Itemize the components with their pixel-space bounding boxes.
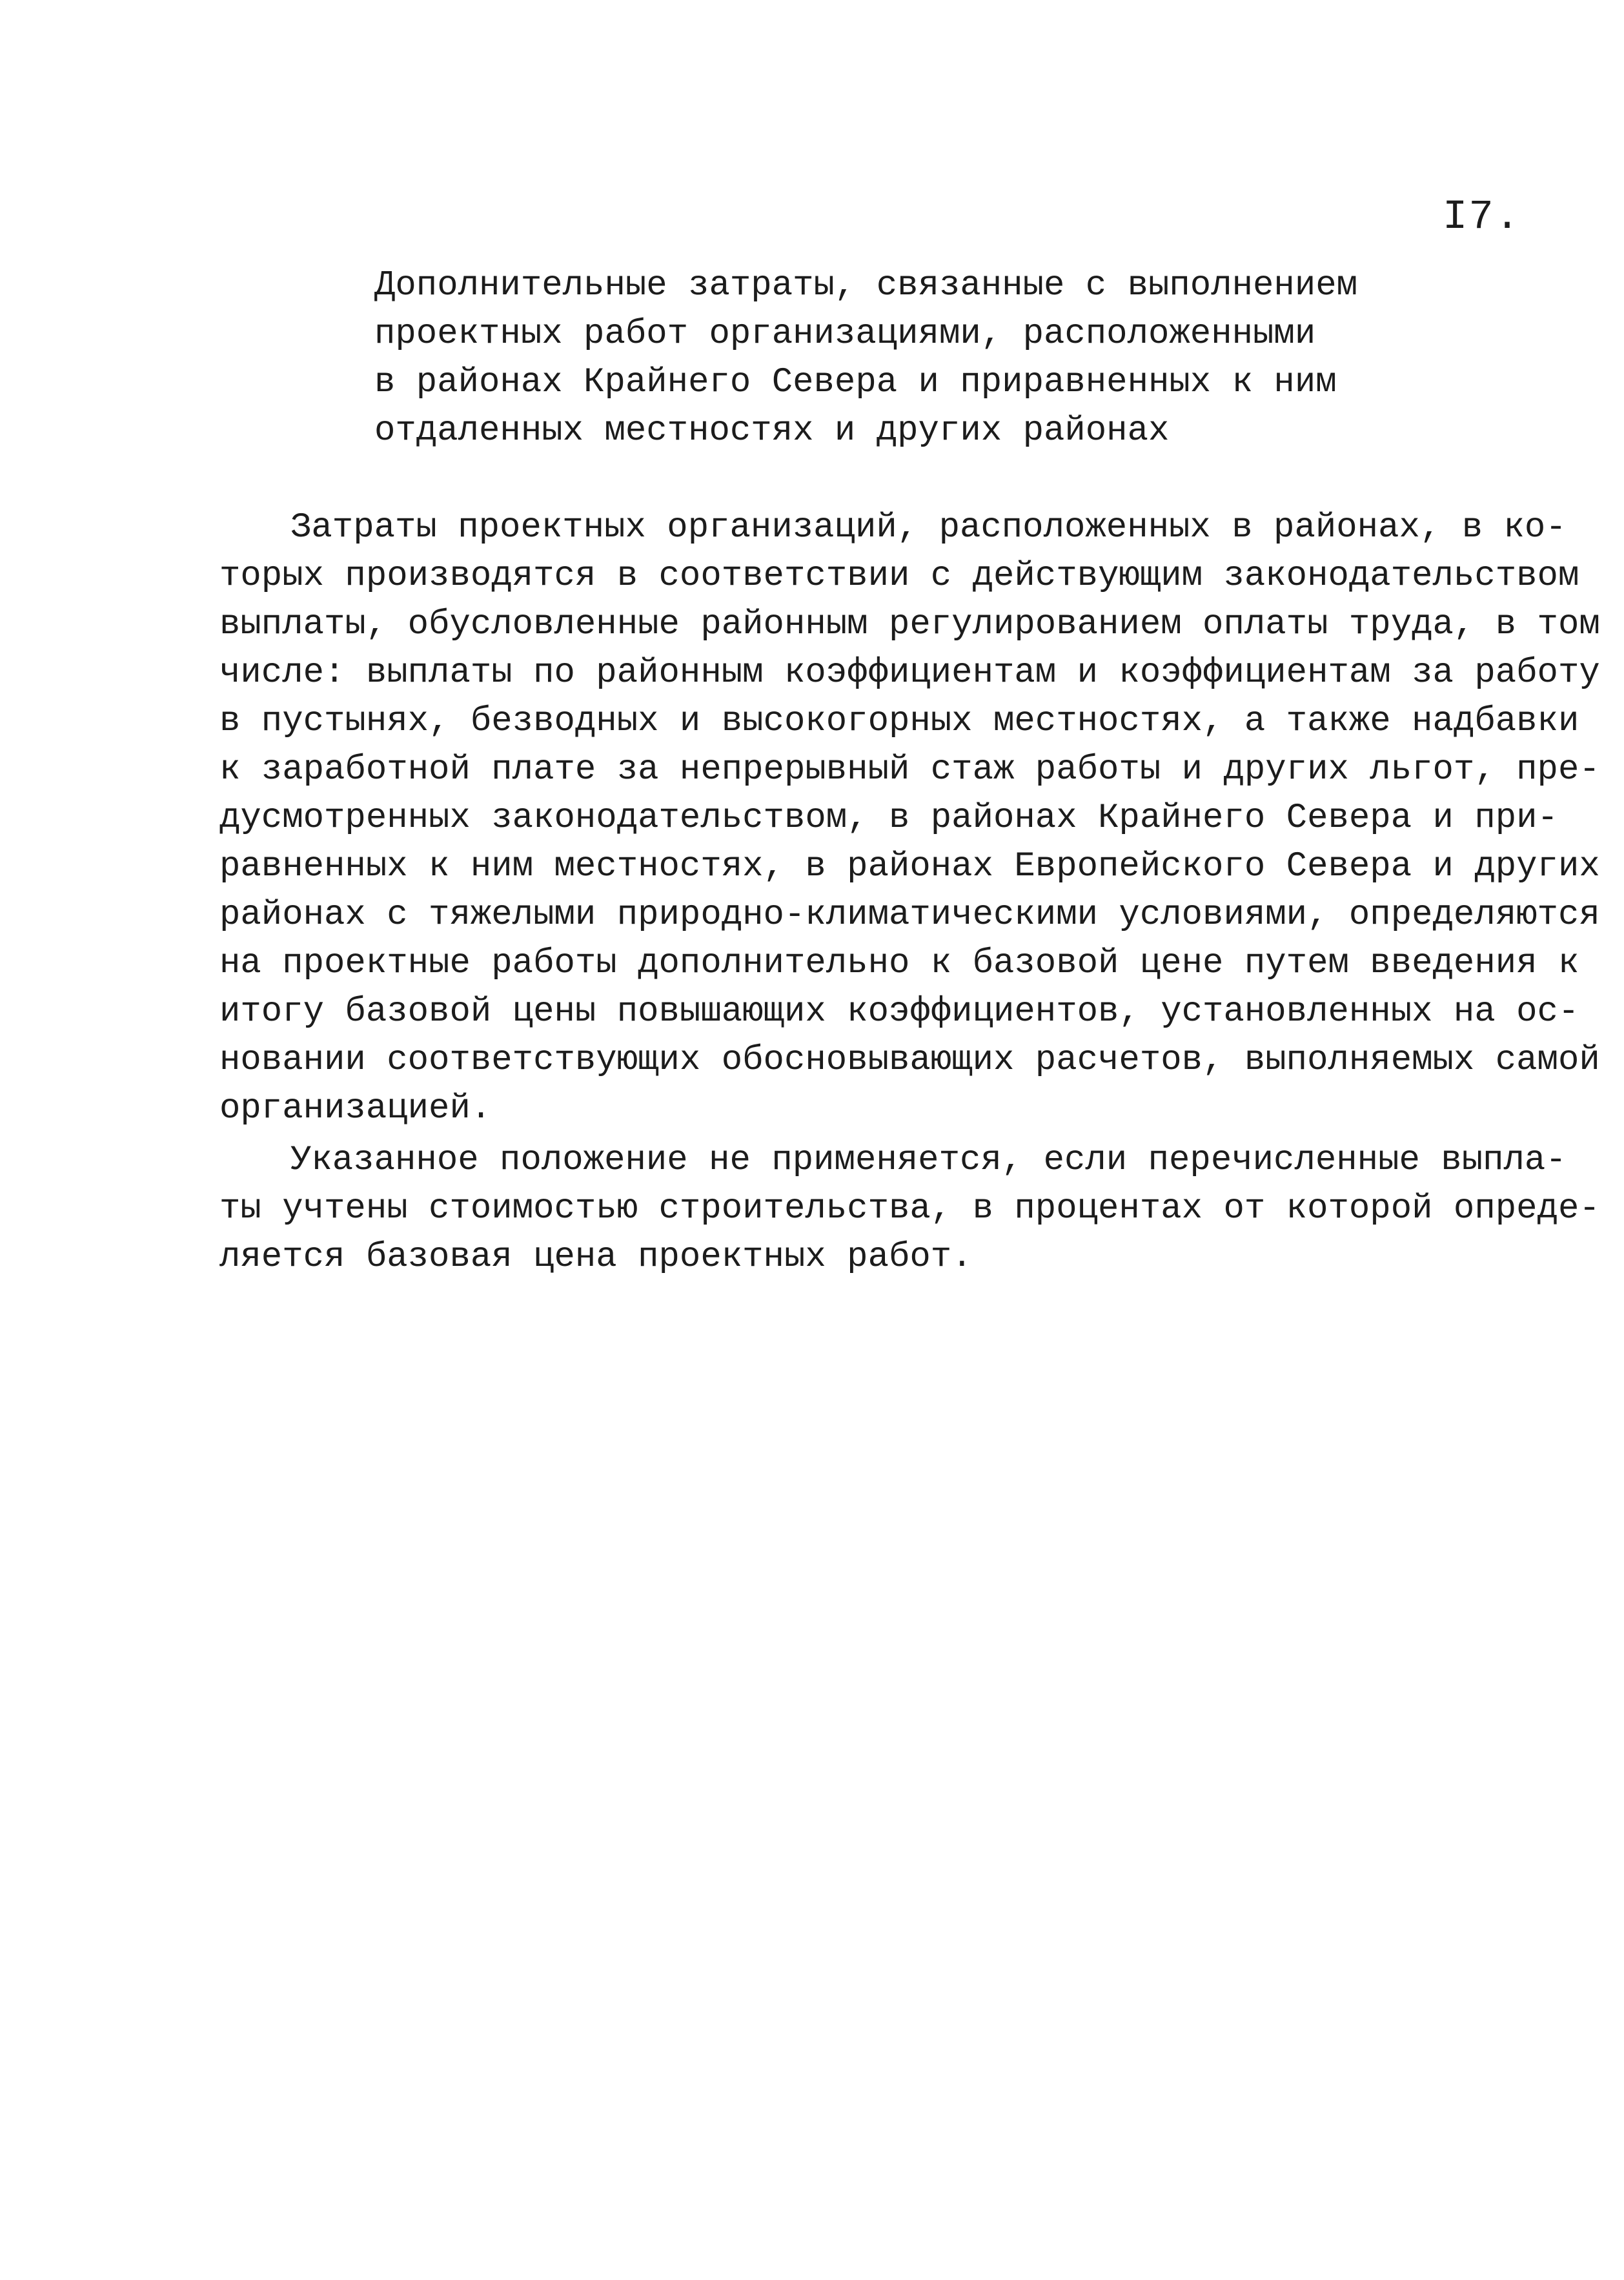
paragraph-line: Указанное положение не применяется, если перечисленные выпла- (290, 1141, 1567, 1180)
paragraph-costs (219, 504, 1600, 1133)
section-heading (374, 261, 1407, 455)
page-number: I7. (1443, 194, 1521, 241)
paragraph-line: ты учтены стоимостью строительства, в процентах от которой опреде- (219, 1189, 1600, 1228)
paragraph-line: в пустынях, безводных и высокогорных местностях, а также надбавки (219, 702, 1579, 741)
paragraph-line: итогу базовой цены повышающих коэффициентов, установленных на ос- (219, 992, 1579, 1032)
paragraph-line: новании соответствующих обосновывающих расчетов, выполняемых самой (219, 1041, 1600, 1080)
paragraph-line: Затраты проектных организаций, расположенных в районах, в ко- (290, 508, 1567, 547)
paragraph-line: дусмотренных законодательством, в районах Крайнего Севера и при- (219, 799, 1558, 838)
paragraph-line: выплаты, обусловленные районным регулированием оплаты труда, в том (219, 605, 1600, 644)
heading-line: Дополнительные затраты, связанные с выполнением (374, 266, 1358, 305)
paragraph-line: организацией. (219, 1089, 492, 1128)
paragraph-line: районах с тяжелыми природно-климатическими условиями, определяются (219, 895, 1600, 935)
heading-line: в районах Крайнего Севера и приравненных к ним (374, 363, 1337, 402)
heading-line: проектных работ организациями, расположенными (374, 314, 1316, 354)
paragraph-line: к заработной плате за непрерывный стаж работы и других льгот, пре- (219, 750, 1600, 789)
heading-line: отдаленных местностях и других районах (374, 411, 1170, 451)
paragraph-line: равненных к ним местностях, в районах Европейского Севера и других (219, 847, 1600, 886)
paragraph-line: на проектные работы дополнительно к базовой цене путем введения к (219, 944, 1579, 983)
paragraph-line: ляется базовая цена проектных работ. (219, 1237, 973, 1277)
paragraph-line: числе: выплаты по районным коэффициентам и коэффициентам за работу (219, 653, 1600, 693)
paragraph-line: торых производятся в соответствии с действующим законодательством (219, 556, 1579, 596)
paragraph-exception (219, 1136, 1600, 1281)
